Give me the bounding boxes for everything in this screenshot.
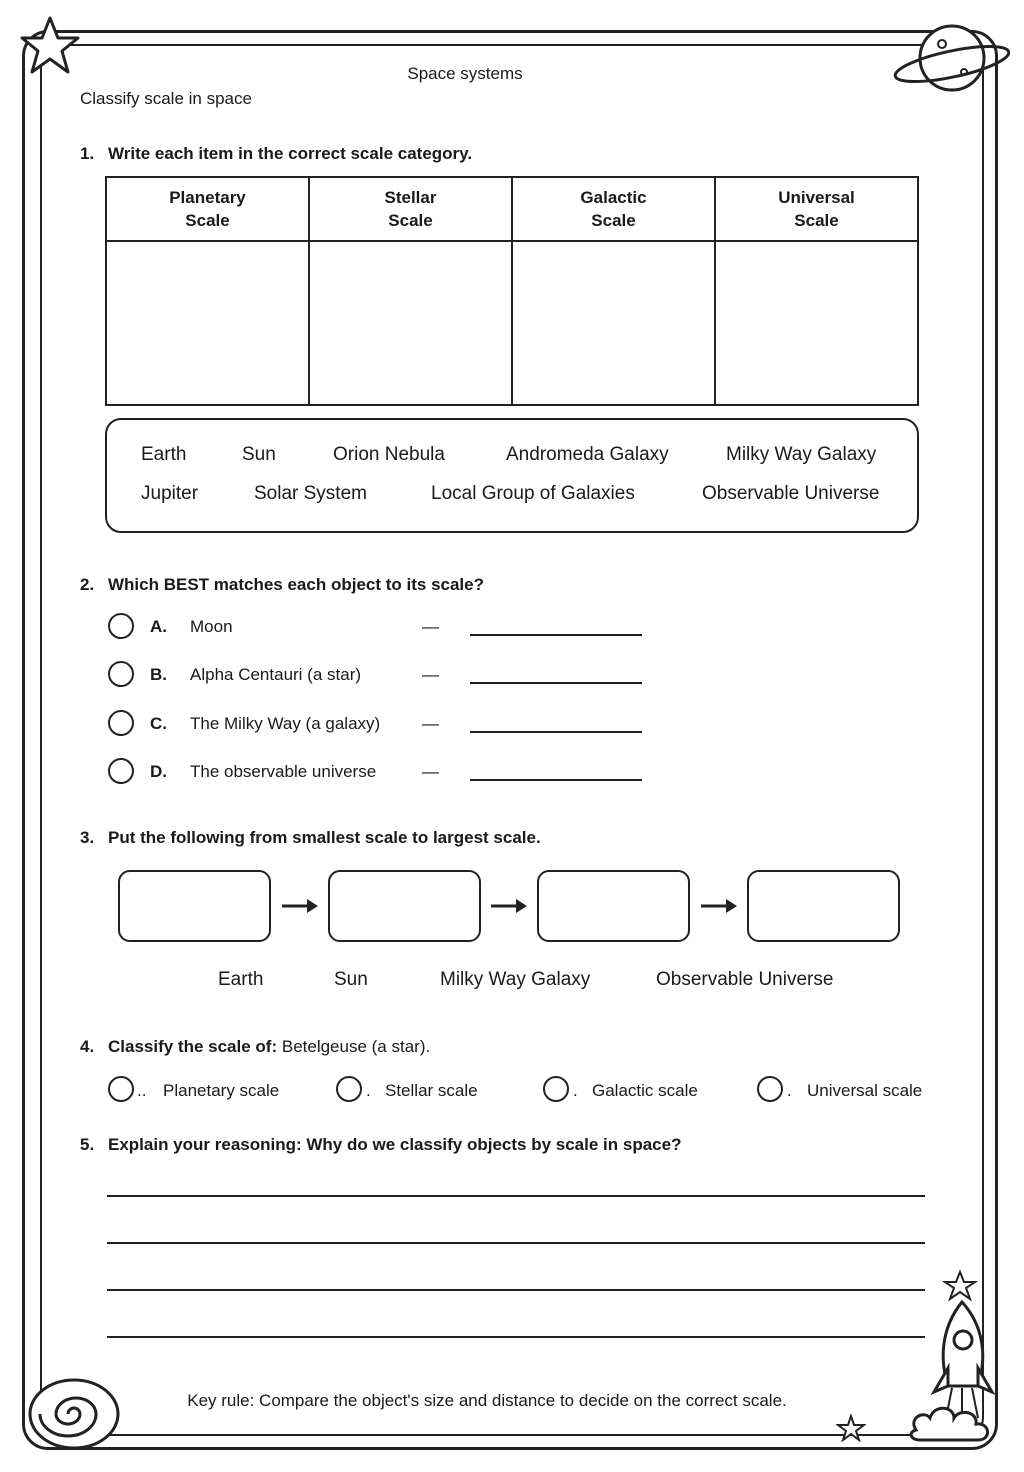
question-subject: Betelgeuse (a star). <box>281 1037 431 1056</box>
option-letter: A. <box>150 617 167 636</box>
question-4 <box>80 1037 430 1057</box>
question-1 <box>80 144 472 164</box>
question-prompt: Which BEST matches each object to its scale? <box>108 575 484 594</box>
radio-planetary-scale[interactable] <box>108 1076 134 1102</box>
choice-mark: . <box>787 1081 792 1100</box>
answer-cell-universal[interactable] <box>715 241 918 405</box>
word-bank-item: Local Group of Galaxies <box>431 483 635 504</box>
choice-label: Stellar scale <box>385 1081 478 1100</box>
small-star-icon <box>836 1414 866 1442</box>
word-bank-item: Earth <box>141 444 187 465</box>
sequence-item: Sun <box>334 969 368 990</box>
writing-line-2[interactable] <box>107 1242 925 1244</box>
option-dash: — <box>422 762 439 781</box>
sequence-box-3[interactable] <box>537 870 690 942</box>
column-header-line: Stellar <box>384 188 437 207</box>
question-number: 1. <box>80 144 95 163</box>
column-header-line: Planetary <box>169 188 246 207</box>
option-text: The Milky Way (a galaxy) <box>190 714 381 733</box>
choice-mark: .. <box>137 1081 147 1100</box>
answer-line-a[interactable] <box>470 634 642 636</box>
radio-option-d[interactable] <box>108 758 134 784</box>
key-rule-note: Key rule: Compare the object's size and distance to decide on the correct scale. <box>187 1391 787 1410</box>
question-number: 4. <box>80 1037 95 1056</box>
choice-label: Galactic scale <box>592 1081 698 1100</box>
answer-line-d[interactable] <box>470 779 642 781</box>
scale-category-table <box>105 176 919 406</box>
writing-line-1[interactable] <box>107 1195 925 1197</box>
radio-option-c[interactable] <box>108 710 134 736</box>
column-header-line: Universal <box>778 188 855 207</box>
answer-line-c[interactable] <box>470 731 642 733</box>
column-header-planetary <box>106 177 309 241</box>
option-letter: B. <box>150 665 167 684</box>
option-dash: — <box>422 617 439 636</box>
worksheet-subtitle: Classify scale in space <box>80 89 252 108</box>
worksheet-title: Space systems <box>407 64 523 83</box>
question-number: 3. <box>80 828 95 847</box>
choice-label: Universal scale <box>807 1081 923 1100</box>
question-prompt: Write each item in the correct scale category. <box>108 144 473 163</box>
question-5 <box>80 1135 681 1155</box>
word-bank-item: Observable Universe <box>702 483 880 504</box>
word-bank <box>105 418 919 533</box>
column-header-universal <box>715 177 918 241</box>
word-bank-item: Jupiter <box>141 483 199 504</box>
column-header-line: Galactic <box>580 188 647 207</box>
sequence-box-4[interactable] <box>747 870 900 942</box>
question-prompt: Classify the scale of: <box>108 1037 278 1056</box>
column-header-line: Scale <box>591 211 636 230</box>
word-bank-item: Milky Way Galaxy <box>726 444 877 465</box>
option-text: The observable universe <box>190 762 377 781</box>
sequence-item: Milky Way Galaxy <box>440 969 591 990</box>
radio-option-a[interactable] <box>108 613 134 639</box>
writing-line-3[interactable] <box>107 1289 925 1291</box>
column-header-line: Scale <box>185 211 230 230</box>
writing-line-4[interactable] <box>107 1336 925 1338</box>
radio-galactic-scale[interactable] <box>543 1076 569 1102</box>
galaxy-spiral-icon <box>22 1372 132 1456</box>
radio-universal-scale[interactable] <box>757 1076 783 1102</box>
answer-cell-planetary[interactable] <box>106 241 309 405</box>
word-bank-item: Sun <box>242 444 276 465</box>
column-header-line: Scale <box>388 211 433 230</box>
option-text: Moon <box>190 617 233 636</box>
question-2 <box>80 575 484 595</box>
radio-option-b[interactable] <box>108 661 134 687</box>
question-prompt: Put the following from smallest scale to largest scale. <box>108 828 541 847</box>
question-3 <box>80 828 541 848</box>
option-dash: — <box>422 714 439 733</box>
question-number: 5. <box>80 1135 95 1154</box>
word-bank-item: Andromeda Galaxy <box>506 444 669 465</box>
word-bank-item: Solar System <box>254 483 367 504</box>
choice-mark: . <box>573 1081 578 1100</box>
option-dash: — <box>422 665 439 684</box>
answer-cell-stellar[interactable] <box>309 241 512 405</box>
choice-label: Planetary scale <box>163 1081 280 1100</box>
sequence-item: Earth <box>218 969 264 990</box>
sequence-box-2[interactable] <box>328 870 481 942</box>
sequence-item: Observable Universe <box>656 969 834 990</box>
sequence-box-1[interactable] <box>118 870 271 942</box>
word-bank-item: Orion Nebula <box>333 444 445 465</box>
option-letter: C. <box>150 714 167 733</box>
column-header-line: Scale <box>794 211 839 230</box>
question-number: 2. <box>80 575 95 594</box>
column-header-stellar <box>309 177 512 241</box>
arrow-right-icon <box>281 896 319 916</box>
column-header-galactic <box>512 177 715 241</box>
answer-cell-galactic[interactable] <box>512 241 715 405</box>
option-letter: D. <box>150 762 167 781</box>
arrow-right-icon <box>700 896 738 916</box>
radio-stellar-scale[interactable] <box>336 1076 362 1102</box>
planet-icon <box>890 14 1010 104</box>
arrow-right-icon <box>490 896 528 916</box>
choice-mark: . <box>366 1081 371 1100</box>
rocket-icon <box>898 1268 1008 1458</box>
answer-line-b[interactable] <box>470 682 642 684</box>
question-prompt: Explain your reasoning: Why do we classify objects by scale in space? <box>108 1135 682 1154</box>
option-text: Alpha Centauri (a star) <box>190 665 362 684</box>
